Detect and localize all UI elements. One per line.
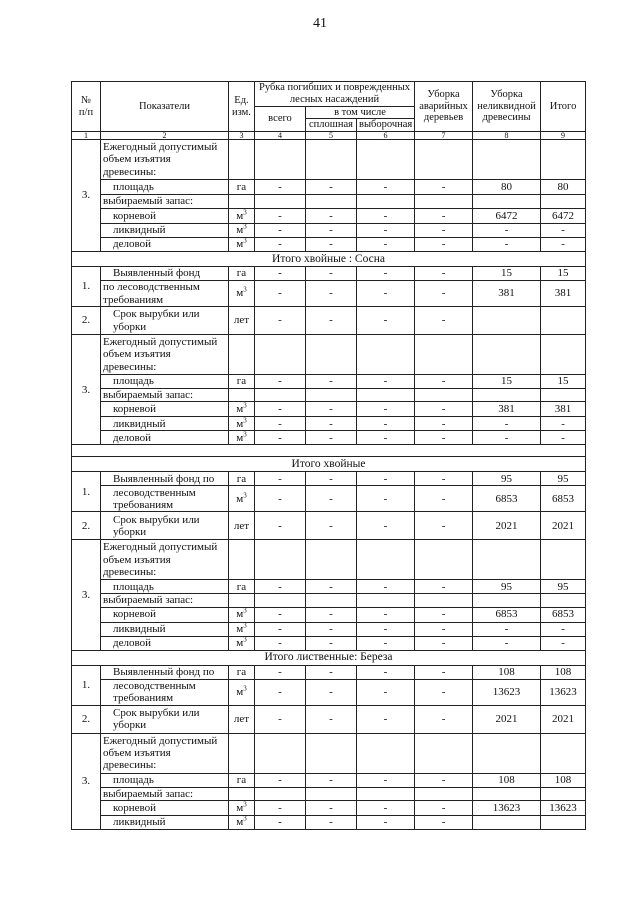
row-number: 3.	[72, 540, 101, 650]
unit: $м^3$	[229, 636, 255, 650]
cell: -	[357, 512, 415, 540]
cell: -	[255, 580, 306, 594]
cell: -	[255, 307, 306, 335]
cell: 108	[541, 773, 586, 787]
row-label: Выявленный фонд	[101, 267, 229, 281]
cell: -	[473, 431, 541, 445]
cell: -	[306, 486, 357, 512]
cell: -	[306, 267, 357, 281]
header-illiquid: Уборка неликвидной древесины	[473, 82, 541, 132]
cell: 15	[541, 267, 586, 281]
cell: 2021	[473, 705, 541, 733]
cell: -	[306, 815, 357, 829]
cell: 6472	[473, 209, 541, 224]
row-label: ликвидный	[101, 815, 229, 829]
header-total: Итого	[541, 82, 586, 132]
cell: -	[415, 773, 473, 787]
row-number: 1.	[72, 472, 101, 512]
cell: -	[255, 224, 306, 238]
page-number: 41	[313, 16, 327, 31]
row-label: выбираемый запас:	[101, 195, 229, 209]
column-number: 3	[229, 132, 255, 140]
cell: -	[306, 607, 357, 622]
cell: -	[306, 238, 357, 252]
cell: -	[357, 800, 415, 815]
row-title: Ежегодный допустимый объем изъятия древесины:	[101, 140, 229, 180]
cell: -	[415, 512, 473, 540]
cell: -	[255, 815, 306, 829]
cell: 13623	[473, 800, 541, 815]
table-row	[72, 486, 586, 512]
table-row	[72, 307, 586, 335]
cell: -	[255, 402, 306, 417]
cell: -	[357, 472, 415, 486]
cell: 2021	[541, 512, 586, 540]
cell: -	[255, 607, 306, 622]
table-row	[72, 622, 586, 636]
cell: 80	[473, 180, 541, 195]
cell: -	[357, 622, 415, 636]
cell: -	[255, 512, 306, 540]
table-row	[72, 665, 586, 679]
cell: 6853	[473, 486, 541, 512]
cell	[541, 307, 586, 335]
row-number: 3.	[72, 140, 101, 252]
row-number: 1.	[72, 665, 101, 705]
cell: -	[415, 636, 473, 650]
header-selective: выборочная	[357, 119, 415, 132]
cell: 2021	[541, 705, 586, 733]
cell: -	[255, 622, 306, 636]
unit: га	[229, 375, 255, 389]
unit: лет	[229, 512, 255, 540]
cell: 13623	[541, 800, 586, 815]
table-row	[72, 580, 586, 594]
unit: $м^3$	[229, 800, 255, 815]
cell: -	[415, 238, 473, 252]
row-label: деловой	[101, 431, 229, 445]
cell: -	[357, 580, 415, 594]
cell: -	[306, 224, 357, 238]
cell: -	[357, 486, 415, 512]
row-number: 3.	[72, 733, 101, 829]
cell: 381	[473, 281, 541, 307]
cell: -	[415, 224, 473, 238]
unit: $м^3$	[229, 679, 255, 705]
cell: -	[415, 607, 473, 622]
row-label: лесоводственным требованиям	[101, 486, 229, 512]
cell: -	[357, 636, 415, 650]
row-title: Ежегодный допустимый объем изъятия древесины:	[101, 733, 229, 773]
row-label: Срок вырубки или уборки	[101, 307, 229, 335]
cell: -	[415, 209, 473, 224]
cell: -	[255, 472, 306, 486]
cell: -	[255, 238, 306, 252]
unit: $м^3$	[229, 815, 255, 829]
cell: 15	[541, 375, 586, 389]
cell: -	[306, 472, 357, 486]
row-number: 3.	[72, 335, 101, 445]
cell: -	[415, 417, 473, 431]
table-row	[72, 679, 586, 705]
cell: -	[255, 636, 306, 650]
cell: -	[306, 800, 357, 815]
cell: -	[357, 209, 415, 224]
row-label: корневой	[101, 800, 229, 815]
cell: -	[255, 417, 306, 431]
row-label: площадь	[101, 580, 229, 594]
cell: -	[357, 665, 415, 679]
row-label: по лесоводственным требованиям	[101, 281, 229, 307]
unit: $м^3$	[229, 402, 255, 417]
unit: лет	[229, 307, 255, 335]
row-number: 2.	[72, 512, 101, 540]
row-label: ликвидный	[101, 224, 229, 238]
cell: -	[255, 800, 306, 815]
cell: -	[357, 773, 415, 787]
row-label: выбираемый запас:	[101, 389, 229, 402]
cell: -	[306, 375, 357, 389]
row-label: корневой	[101, 209, 229, 224]
row-label: площадь	[101, 180, 229, 195]
header-including: в том числе	[306, 106, 415, 119]
cell: -	[255, 679, 306, 705]
unit: га	[229, 665, 255, 679]
row-number: 2.	[72, 307, 101, 335]
cell: -	[415, 402, 473, 417]
unit: $м^3$	[229, 431, 255, 445]
cell: -	[415, 281, 473, 307]
cell: -	[541, 622, 586, 636]
unit: $м^3$	[229, 224, 255, 238]
column-number: 5	[306, 132, 357, 140]
cell: 381	[473, 402, 541, 417]
cell: 6853	[541, 607, 586, 622]
cell: -	[541, 636, 586, 650]
header-emergency: Уборка аварийных деревьев	[415, 82, 473, 132]
cell: -	[306, 679, 357, 705]
row-label: корневой	[101, 607, 229, 622]
column-number: 9	[541, 132, 586, 140]
cell: -	[306, 209, 357, 224]
row-label: площадь	[101, 773, 229, 787]
section-title: Итого лиственные: Береза	[72, 650, 586, 665]
cell: -	[255, 209, 306, 224]
table-row	[72, 375, 586, 389]
cell: -	[415, 815, 473, 829]
unit: $м^3$	[229, 607, 255, 622]
cell: -	[306, 705, 357, 733]
table-row	[72, 815, 586, 829]
cell: -	[415, 267, 473, 281]
cell: 80	[541, 180, 586, 195]
table-row	[72, 402, 586, 417]
cell: -	[473, 417, 541, 431]
row-label: Срок вырубки или уборки	[101, 705, 229, 733]
cell: -	[415, 800, 473, 815]
cell: -	[255, 267, 306, 281]
cell: 2021	[473, 512, 541, 540]
cell: -	[357, 815, 415, 829]
cell: -	[306, 180, 357, 195]
table-row	[72, 636, 586, 650]
row-label: ликвидный	[101, 417, 229, 431]
row-label: выбираемый запас:	[101, 594, 229, 607]
cell: -	[255, 773, 306, 787]
cell: -	[306, 622, 357, 636]
cell: -	[357, 679, 415, 705]
cell: -	[357, 307, 415, 335]
cell: -	[306, 665, 357, 679]
table-row	[72, 607, 586, 622]
column-number: 1	[72, 132, 101, 140]
row-label: ликвидный	[101, 622, 229, 636]
cell: -	[255, 665, 306, 679]
table-row	[72, 773, 586, 787]
unit: $м^3$	[229, 622, 255, 636]
cell: -	[255, 431, 306, 445]
cell: -	[415, 622, 473, 636]
cell: 6853	[473, 607, 541, 622]
unit: га	[229, 580, 255, 594]
row-label: площадь	[101, 375, 229, 389]
row-label: выбираемый запас:	[101, 787, 229, 800]
cell	[473, 307, 541, 335]
section-title: Итого хвойные	[72, 457, 586, 472]
section-title: Итого хвойные : Сосна	[72, 252, 586, 267]
table-row	[72, 224, 586, 238]
cell: 108	[473, 665, 541, 679]
unit: га	[229, 472, 255, 486]
cell: -	[415, 375, 473, 389]
cell: -	[541, 417, 586, 431]
row-number: 1.	[72, 267, 101, 307]
cell: -	[415, 580, 473, 594]
cell: -	[415, 665, 473, 679]
cell: -	[415, 679, 473, 705]
header-total-felling: всего	[255, 106, 306, 132]
cell: -	[306, 512, 357, 540]
row-label: Выявленный фонд по	[101, 665, 229, 679]
spacer-row	[72, 445, 586, 457]
row-label: деловой	[101, 238, 229, 252]
table-row	[72, 267, 586, 281]
table-row	[72, 512, 586, 540]
cell: -	[306, 281, 357, 307]
cell: -	[473, 636, 541, 650]
cell: -	[473, 224, 541, 238]
cell: 381	[541, 281, 586, 307]
cell: 95	[473, 580, 541, 594]
row-label: корневой	[101, 402, 229, 417]
unit: $м^3$	[229, 238, 255, 252]
cell	[473, 815, 541, 829]
cell: -	[255, 486, 306, 512]
cell: 6853	[541, 486, 586, 512]
column-numbers-row	[72, 132, 586, 140]
cell: -	[473, 622, 541, 636]
cell: 15	[473, 375, 541, 389]
cell: 381	[541, 402, 586, 417]
column-number: 7	[415, 132, 473, 140]
cell: -	[415, 486, 473, 512]
cell: -	[306, 307, 357, 335]
cell: -	[357, 180, 415, 195]
unit: $м^3$	[229, 486, 255, 512]
unit: га	[229, 773, 255, 787]
row-title: Ежегодный допустимый объем изъятия древесины:	[101, 540, 229, 580]
header-unit: Ед. изм.	[229, 82, 255, 132]
table-row	[72, 238, 586, 252]
cell: -	[255, 705, 306, 733]
unit: га	[229, 180, 255, 195]
cell	[541, 815, 586, 829]
column-number: 4	[255, 132, 306, 140]
table-row	[72, 417, 586, 431]
cell: -	[255, 281, 306, 307]
cell: -	[357, 281, 415, 307]
table-row	[72, 472, 586, 486]
cell: -	[306, 636, 357, 650]
cell: -	[357, 402, 415, 417]
row-number: 2.	[72, 705, 101, 733]
cell: -	[357, 417, 415, 431]
column-number: 6	[357, 132, 415, 140]
cell: 108	[473, 773, 541, 787]
forest-harvest-table	[71, 81, 586, 830]
cell: -	[415, 180, 473, 195]
header-felling-group: Рубка погибших и поврежденных лесных насаждений	[255, 82, 415, 107]
cell: 13623	[473, 679, 541, 705]
cell: -	[306, 773, 357, 787]
cell: -	[255, 375, 306, 389]
cell: -	[541, 224, 586, 238]
cell: 6472	[541, 209, 586, 224]
header-num: № п/п	[72, 82, 101, 132]
cell: -	[357, 705, 415, 733]
cell: -	[357, 431, 415, 445]
cell: -	[357, 375, 415, 389]
cell: -	[415, 705, 473, 733]
unit: $м^3$	[229, 209, 255, 224]
cell: 13623	[541, 679, 586, 705]
cell: -	[473, 238, 541, 252]
table-row	[72, 281, 586, 307]
row-label: Срок вырубки или уборки	[101, 512, 229, 540]
unit: га	[229, 267, 255, 281]
cell: 95	[541, 580, 586, 594]
cell: -	[357, 607, 415, 622]
row-label: Выявленный фонд по	[101, 472, 229, 486]
cell: -	[306, 402, 357, 417]
unit: лет	[229, 705, 255, 733]
cell: 95	[473, 472, 541, 486]
cell: -	[357, 224, 415, 238]
table-row	[72, 180, 586, 195]
row-label: лесоводственным требованиям	[101, 679, 229, 705]
table-row	[72, 800, 586, 815]
row-label: деловой	[101, 636, 229, 650]
header-indicators: Показатели	[101, 82, 229, 132]
table-row	[72, 705, 586, 733]
cell: -	[306, 417, 357, 431]
table-row	[72, 431, 586, 445]
cell: -	[306, 580, 357, 594]
cell: -	[306, 431, 357, 445]
cell: -	[357, 267, 415, 281]
cell: -	[415, 307, 473, 335]
cell: 95	[541, 472, 586, 486]
column-number: 2	[101, 132, 229, 140]
cell: -	[415, 472, 473, 486]
cell: -	[357, 238, 415, 252]
unit: $м^3$	[229, 417, 255, 431]
cell: 15	[473, 267, 541, 281]
cell: 108	[541, 665, 586, 679]
column-number: 8	[473, 132, 541, 140]
cell: -	[415, 431, 473, 445]
cell: -	[541, 238, 586, 252]
cell: -	[541, 431, 586, 445]
header-clear: сплошная	[306, 119, 357, 132]
table-row	[72, 209, 586, 224]
cell: -	[255, 180, 306, 195]
unit: $м^3$	[229, 281, 255, 307]
row-title: Ежегодный допустимый объем изъятия древесины:	[101, 335, 229, 375]
